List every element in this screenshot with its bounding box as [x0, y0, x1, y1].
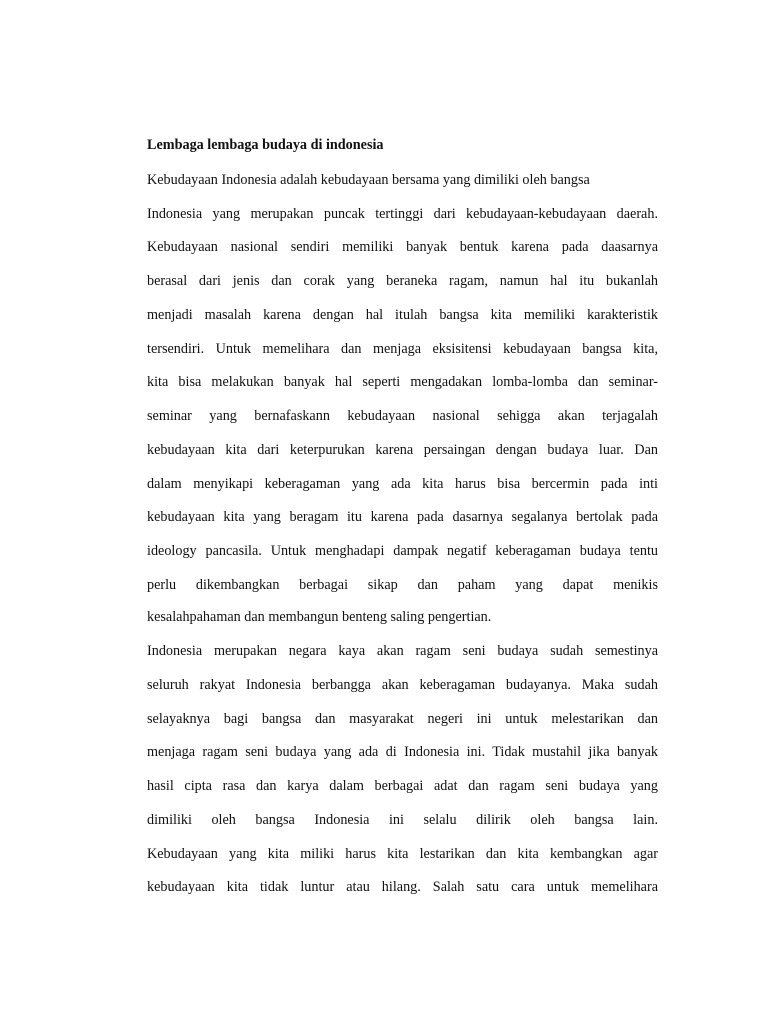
text-line: menjaga ragam seni budaya yang ada di Indonesia ini. Tidak mustahil jika banyak — [147, 744, 658, 760]
text-line: seluruh rakyat Indonesia berbangga akan keberagaman budayanya. Maka sudah — [147, 677, 658, 693]
text-line: kesalahpahaman dan membangun benteng saling pengertian. — [147, 609, 492, 625]
text-line: kita bisa melakukan banyak hal seperti mengadakan lomba-lomba dan seminar- — [147, 374, 658, 390]
text-line: kebudayaan kita tidak luntur atau hilang. Salah satu cara untuk memelihara — [147, 879, 658, 895]
text-line: kebudayaan kita dari keterpurukan karena persaingan dengan budaya luar. Dan — [147, 442, 658, 458]
text-line: Kebudayaan nasional sendiri memiliki banyak bentuk karena pada daasarnya — [147, 239, 658, 255]
text-line: tersendiri. Untuk memelihara dan menjaga eksisitensi kebudayaan bangsa kita, — [147, 341, 658, 357]
document-title: Lembaga lembaga budaya di indonesia — [147, 137, 384, 153]
text-line: menjadi masalah karena dengan hal itulah bangsa kita memiliki karakteristik — [147, 307, 658, 323]
text-line: dalam menyikapi keberagaman yang ada kita harus bisa bercermin pada inti — [147, 476, 658, 492]
text-line: dimiliki oleh bangsa Indonesia ini selalu dilirik oleh bangsa lain. — [147, 812, 658, 828]
text-line: berasal dari jenis dan corak yang beraneka ragam, namun hal itu bukanlah — [147, 273, 658, 289]
text-line: Indonesia merupakan negara kaya akan ragam seni budaya sudah semestinya — [147, 643, 658, 659]
text-line: seminar yang bernafaskann kebudayaan nasional sehigga akan terjagalah — [147, 408, 658, 424]
text-line: kebudayaan kita yang beragam itu karena pada dasarnya segalanya bertolak pada — [147, 509, 658, 525]
text-line: selayaknya bagi bangsa dan masyarakat negeri ini untuk melestarikan dan — [147, 711, 658, 727]
text-line: Kebudayaan yang kita miliki harus kita lestarikan dan kita kembangkan agar — [147, 846, 658, 862]
text-line: perlu dikembangkan berbagai sikap dan paham yang dapat menikis — [147, 577, 658, 593]
text-line: ideology pancasila. Untuk menghadapi dampak negatif keberagaman budaya tentu — [147, 543, 658, 559]
text-line: Indonesia yang merupakan puncak tertinggi dari kebudayaan-kebudayaan daerah. — [147, 206, 658, 222]
text-line: hasil cipta rasa dan karya dalam berbagai adat dan ragam seni budaya yang — [147, 778, 658, 794]
text-line: Kebudayaan Indonesia adalah kebudayaan bersama yang dimiliki oleh bangsa — [147, 172, 590, 188]
